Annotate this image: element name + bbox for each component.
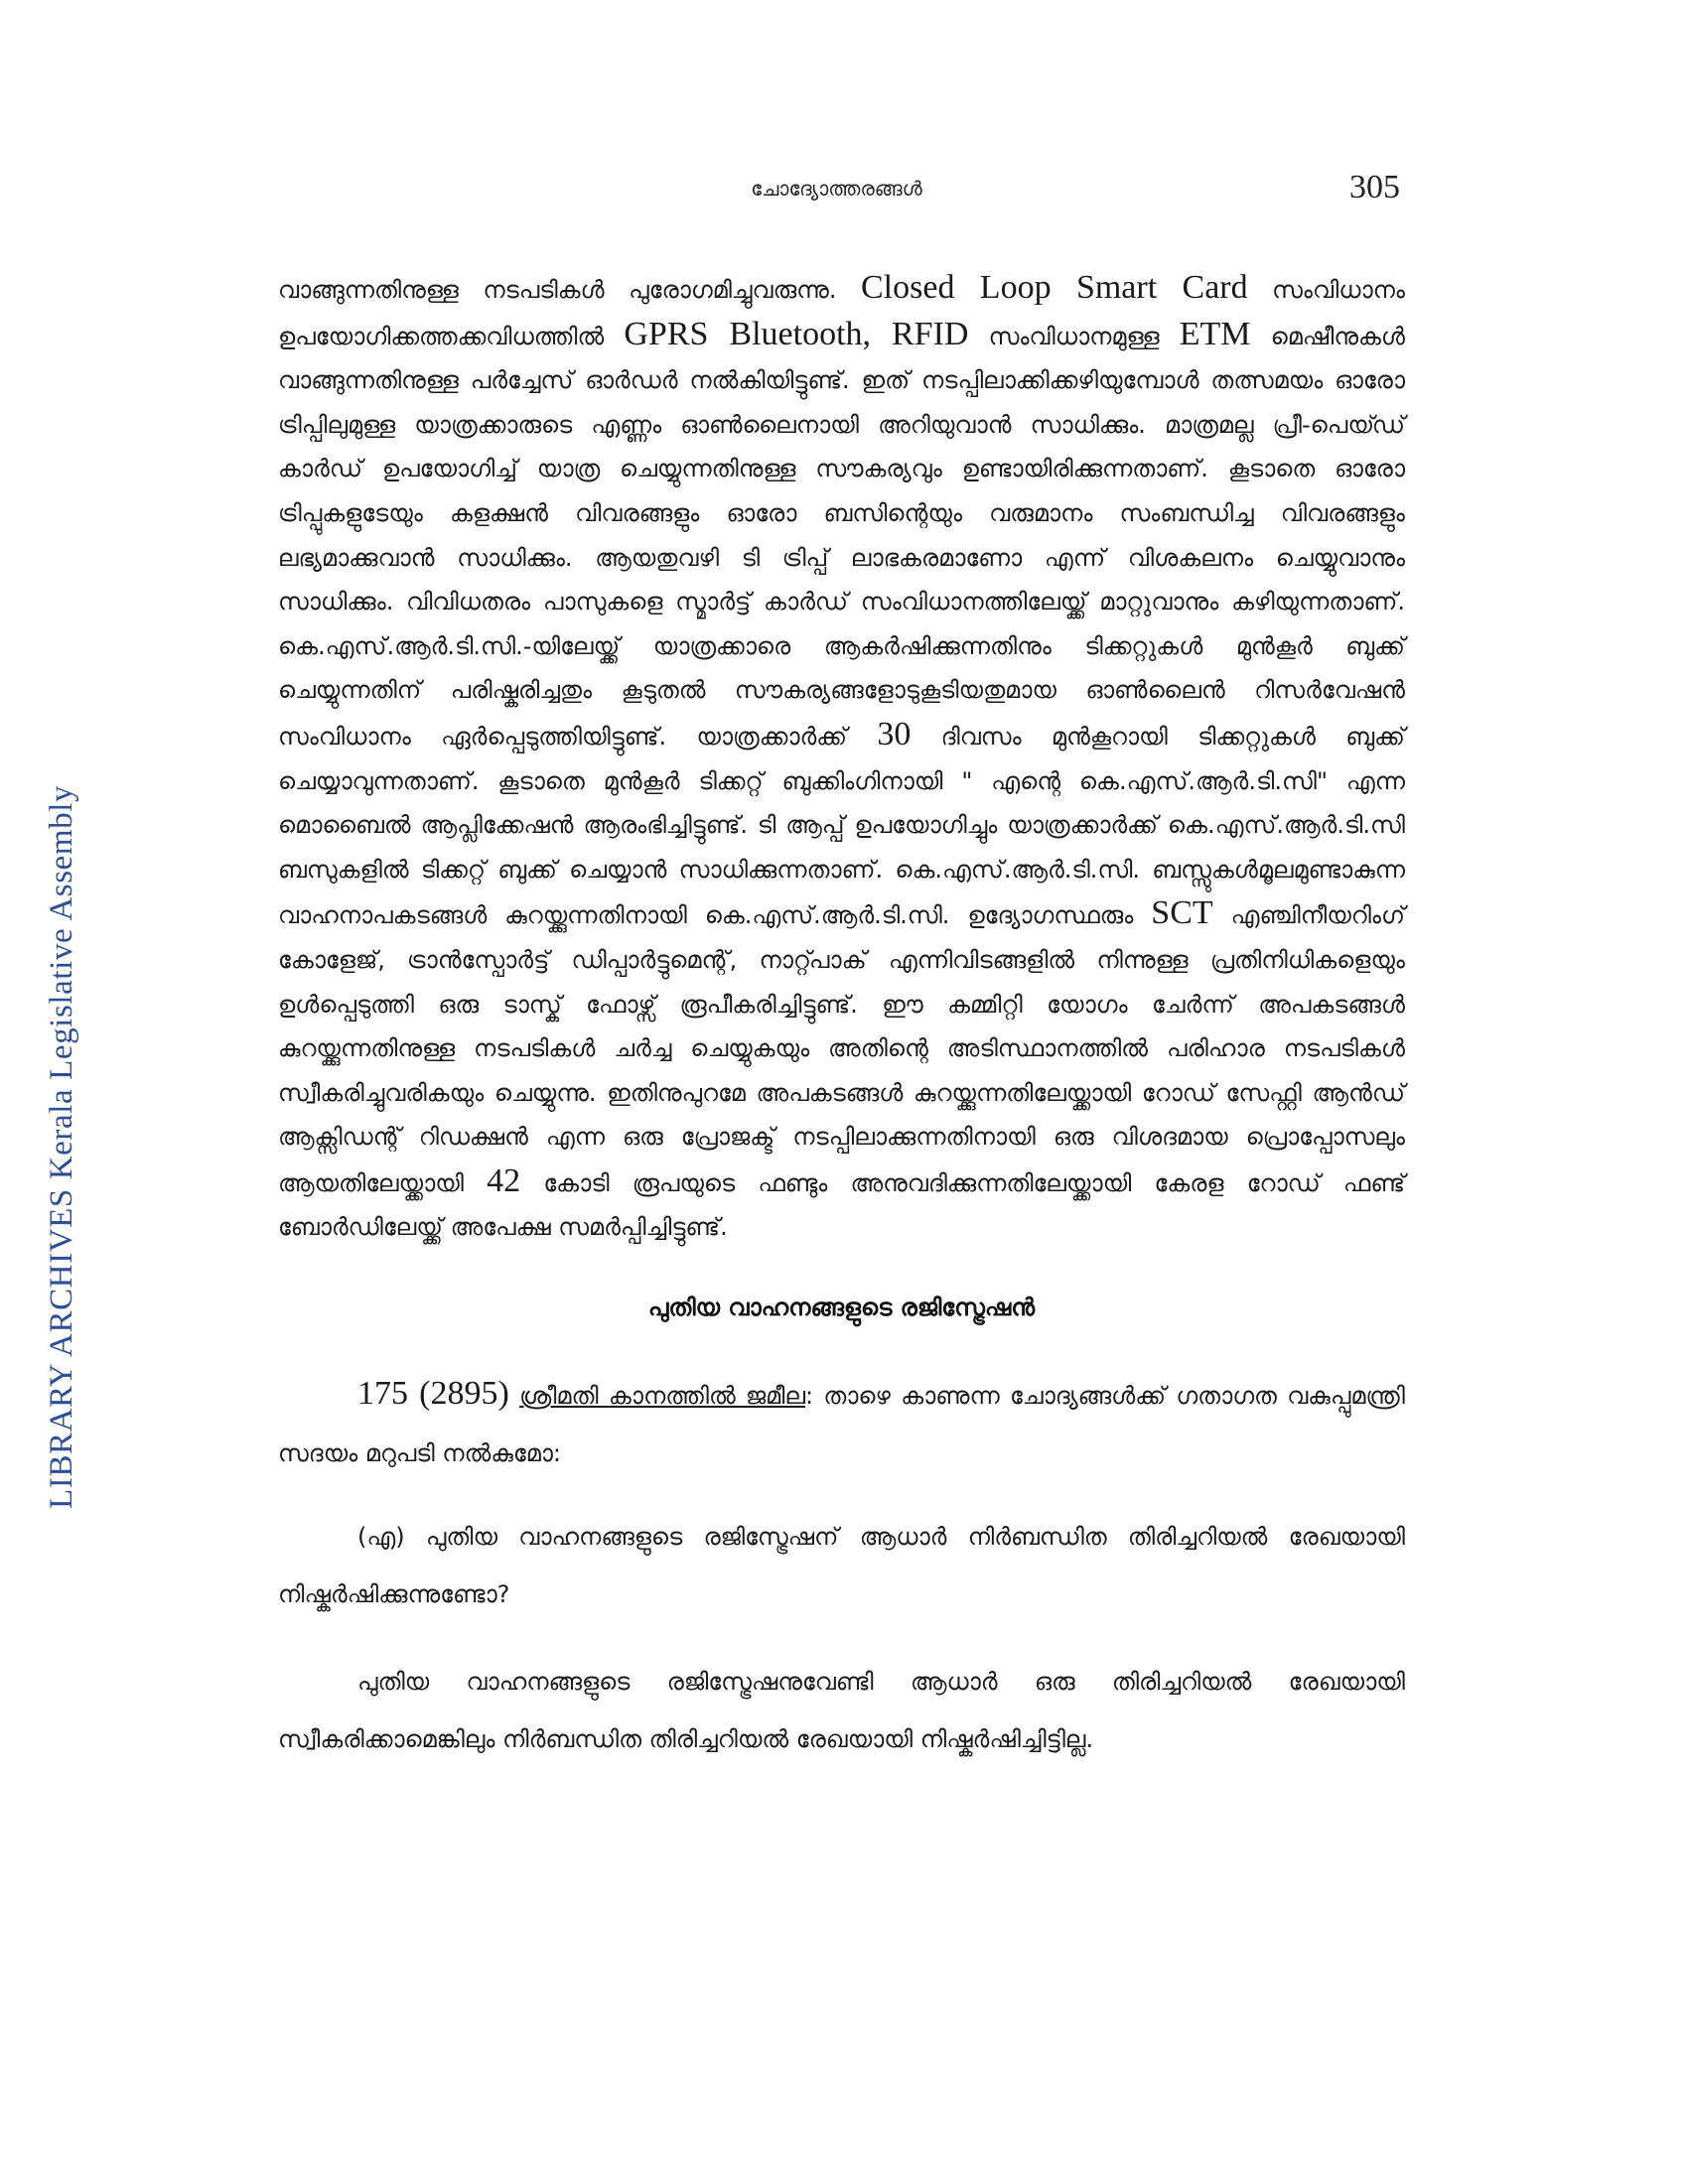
text-run-latin: GPRS Bluetooth, RFID <box>624 315 969 352</box>
question-number: 175 (2895) <box>357 1375 509 1413</box>
text-run: വാങ്ങുന്നതിനുള്ള നടപടികൾ പുരോഗമിച്ചുവരുന്നു. <box>278 276 837 304</box>
answer-continuation-paragraph <box>278 266 1405 1250</box>
text-run: മെഷീനുകൾ വാങ്ങുന്നതിനുള്ള പർച്ചേസ് ഓർഡർ നൽകിയിട്ടുണ്ട്. ഇത് നടപ്പിലാക്കിക്കഴിയുമ്പോൾ തത്സമയം ഓരോ ട്രിപ്പിലുമുള്ള യാത്രക്കാരുടെ എണ്ണം ഓൺലൈനായി അറിയുവാൻ സാധിക്കും. മാത്രമല്ല പ്രീ-പെയ്ഡ് കാർഡ് ഉപയോഗിച്ച് യാത്ര ചെയ്യുന്നതിനുള്ള സൗകര്യവും ഉണ്ടായിരിക്കുന്നതാണ്. കൂടാതെ ഓരോ ട്രിപ്പുകളുടേയും കളക്ഷൻ വിവരങ്ങളും ഓരോ ബസിന്റെയും വരുമാനം സംബന്ധിച്ച വിവരങ്ങളും ലഭ്യമാക്കുവാൻ സാധിക്കും. ആയതുവഴി ടി ട്രിപ്പ് ലാഭകരമാണോ എന്ന് വിശകലനം ചെയ്യുവാനും സാധിക്കും. വിവിധതരം പാസുകളെ സ്മാർട്ട് കാർഡ് സംവിധാനത്തിലേയ്ക്ക് മാറ്റുവാനും കഴിയുന്നതാണ്. കെ.എസ്.ആർ.ടി.സി.-യിലേയ്ക്ക് യാത്രക്കാരെ ആകർഷിക്കുന്നതിനും ടിക്കറ്റുകൾ മുൻകൂർ ബുക്ക് ചെയ്യുന്നതിന് പരിഷ്കരിച്ചതും കൂടുതൽ സൗകര്യങ്ങളോടുകൂടിയതുമായ ഓൺലൈൻ റിസർവേഷൻ സംവിധാനം ഏർപ്പെടുത്തിയിട്ടുണ്ട്. യാത്രക്കാർക്ക് <box>278 322 1406 751</box>
text-run-latin: ETM <box>1179 315 1251 352</box>
text-run-latin: 30 <box>877 715 912 752</box>
page-number: 305 <box>1349 169 1400 205</box>
text-run-latin: Closed Loop Smart Card <box>861 269 1248 306</box>
answer-a: പുതിയ വാഹനങ്ങളുടെ രജിസ്ട്രേഷനുവേണ്ടി ആധാർ ഒരു തിരിച്ചറിയൽ രേഖയായി സ്വീകരിക്കാമെങ്കിലും നിർബന്ധിത തിരിച്ചറിയൽ രേഖയായി നിഷ്കർഷിച്ചിട്ടില്ല. <box>278 1668 1405 1754</box>
text-run: സംവിധാനം ഉപയോഗിക്കത്തക്കവിധത്തിൽ <box>278 276 1405 350</box>
running-title: ചോദ്യോത്തരങ്ങൾ <box>751 177 922 201</box>
text-run: കോടി രൂപയുടെ ഫണ്ടും അനുവദിക്കുന്നതിലേയ്ക്കായി കേരള റോഡ് ഫണ്ട് ബോർഡിലേയ്ക്ക് അപേക്ഷ സമർപ്പിച്ചിട്ടുണ്ട്. <box>278 1168 1405 1242</box>
section-heading: പുതിയ വാഹനങ്ങളുടെ രജിസ്ട്രേഷൻ <box>647 1294 1036 1322</box>
question-intro: : താഴെ കാണുന്ന ചോദ്യങ്ങൾക്ക് ഗതാഗത വകുപ്പുമന്ത്രി സദയം മറുപടി നൽകുമോ: <box>278 1382 1405 1468</box>
text-run-latin: 42 <box>487 1161 521 1199</box>
sub-question-a: (എ) പുതിയ വാഹനങ്ങളുടെ രജിസ്ട്രേഷന് ആധാർ നിർബന്ധിത തിരിച്ചറിയൽ രേഖയായി നിഷ്കർഷിക്കുന്നുണ്ടോ? <box>278 1523 1405 1609</box>
page-content <box>278 266 1405 1768</box>
text-run-latin: SCT <box>1151 894 1213 932</box>
text-run: ദിവസം മുൻകൂറായി ടിക്കറ്റുകൾ ബുക്ക് ചെയ്യാവുന്നതാണ്. കൂടാതെ മുൻകൂർ ടിക്കറ്റ് ബുക്കിംഗിനായി " എന്റെ കെ.എസ്.ആർ.ടി.സി" എന്ന മൊബൈൽ ആപ്ലിക്കേഷൻ ആരംഭിച്ചിട്ടുണ്ട്. ടി ആപ്പ് ഉപയോഗിച്ചും യാത്രക്കാർക്ക് കെ.എസ്.ആർ.ടി.സി ബസുകളിൽ ടിക്കറ്റ് ബുക്ക് ചെയ്യാൻ സാധിക്കുന്നതാണ്. കെ.എസ്.ആർ.ടി.സി. ബസ്സുകൾമൂലമുണ്ടാകുന്ന വാഹനാപകടങ്ങൾ കുറയ്ക്കുന്നതിനായി കെ.എസ്.ആർ.ടി.സി. ഉദ്യോഗസ്ഥരും <box>278 722 1405 930</box>
text-run: സംവിധാനമുള്ള <box>988 322 1160 350</box>
question-paragraph <box>278 1365 1405 1482</box>
archive-watermark: LIBRARY ARCHIVES Kerala Legislative Assembly <box>44 784 79 1509</box>
running-header <box>273 169 1400 218</box>
text-run: എഞ്ചിനീയറിംഗ് കോളേജ്, ട്രാൻസ്പോർട്ട് ഡിപ്പാർട്ടുമെന്റ്, നാറ്റ്പാക് എന്നിവിടങ്ങളിൽ നിന്നുള്ള പ്രതിനിധികളെയും ഉൾപ്പെടുത്തി ഒരു ടാസ്ക് ഫോഴ്സ് രൂപീകരിച്ചിട്ടുണ്ട്. ഈ കമ്മിറ്റി യോഗം ചേർന്ന് അപകടങ്ങൾ കുറയ്ക്കുന്നതിനുള്ള നടപടികൾ ചർച്ച ചെയ്യുകയും അതിന്റെ അടിസ്ഥാനത്തിൽ പരിഹാര നടപടികൾ സ്വീകരിച്ചുവരികയും ചെയ്യുന്നു. ഇതിനുപുറമേ അപകടങ്ങൾ കുറയ്ക്കുന്നതിലേയ്ക്കായി റോഡ് സേഫ്റ്റി ആൻഡ് ആക്സിഡന്റ് റിഡക്ഷൻ എന്ന ഒരു പ്രോജക്ട് നടപ്പിലാക്കുന്നതിനായി ഒരു വിശദമായ പ്രൊപ്പോസലും ആയതിലേയ്ക്കായി <box>278 901 1405 1197</box>
member-name: ശ്രീമതി കാനത്തിൽ ജമീല <box>519 1382 805 1411</box>
